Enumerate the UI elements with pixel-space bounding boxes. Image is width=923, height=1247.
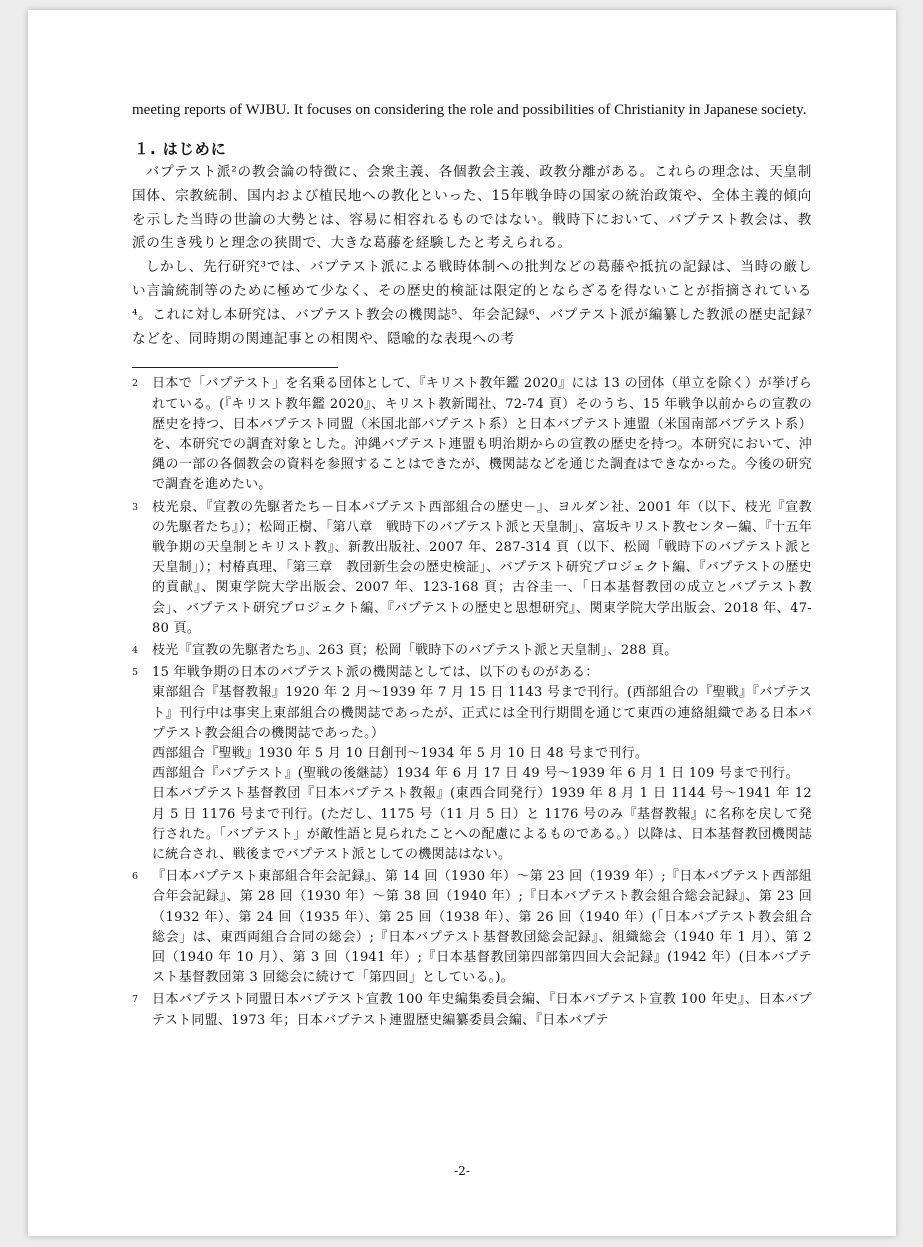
body-paragraph-1: バプテスト派²の教会論の特徴に、会衆主義、各個教会主義、政教分離がある。これらの理念は、天皇制国体、宗教統制、国内および植民地への教化といった、15年戦争時の国家の統治政策や、全体主義的傾向を示した当時の世論の大勢とは、容易に相容れるものではない。戦時下において、バプテスト教会は、教派の生き残りと理念の狭間で、大きな葛藤を経験したと考えられる。 — [132, 164, 812, 252]
footnote-mark: 5 — [132, 667, 139, 679]
footnote-4 — [132, 641, 812, 661]
footnote-text: 15 年戦争期の日本のバプテスト派の機関誌としては、以下のものがある： — [152, 665, 599, 681]
body-paragraph-2: しかし、先行研究³では、バプテスト派による戦時体制への批判などの葛藤や抵抗の記録は、当時の厳しい言論統制等のために極めて少なく、その歴史的検証は限定的とならざるを得ないことが指摘されている⁴。これに対し本研究は、バプテスト教会の機関誌⁵、年会記録⁶、バプテスト派が編纂した教派の歴史記録⁷などを、同時期の関連記事との相関や、隠喩的な表現への考 — [132, 259, 812, 347]
footnote-mark: 6 — [132, 871, 139, 883]
page-content — [132, 98, 812, 1033]
footnote-mark: 4 — [132, 645, 139, 657]
footnote-text: 『日本バプテスト東部組合年会記録』、第 14 回（1930 年）～第 23 回（1939 年）;『日本バプテスト西部組合年会記録』、第 28 回（1930 年）～第 38 回（1940 年）;『日本バプテスト教会組合総会記録』、第 23 回（1932 年）、第 24 回（1935 年）、第 25 回（1938 年）、第 26 回（1940 年）(「日本バプテスト教会組合総会」は、東西両組合合同の総会）;『日本バプテスト基督教団総会記録』、組織総会（1940 年 1 月）、第 2 回（1940 年 10 月）、第 3 回（1941 年）;『日本基督教団第四部第四回大会記録』(1942 年）(日本バプテスト基督教団第 3 回総会に続けて「第四回」としている。)。 — [152, 869, 812, 986]
footnote-text: 枝光泉、『宣教の先駆者たち－日本バプテスト西部組合の歴史－』、ヨルダン社、2001 年（以下、枝光『宣教の先駆者たち』）；松岡正樹、「第八章 戦時下のバプテスト派と天皇制」、富坂キリスト教センター編、『十五年戦争期の天皇制とキリスト教』、新教出版社、2007 年、287-314 頁（以下、松岡「戦時下のバプテスト派と天皇制」）；村椿真理、「第三章 教団新生会の歴史検証」、バプテスト研究プロジェクト編、『バプテストの歴史的貢献』、関東学院大学出版会、2007 年、123-168 頁；古谷圭一、「日本基督教団の成立とバプテスト教会」、バプテスト研究プロジェクト編、『バプテストの歴史と思想研究』、関東学院大学出版会、2018 年、47-80 頁。 — [152, 499, 812, 636]
footnote-text: 日本バプテスト同盟日本バプテスト宣教 100 年史編集委員会編、『日本バプテスト宣教 100 年史』、日本バプテスト同盟、1973 年；日本バプテスト連盟歴史編纂委員会編、『日本バプテ — [152, 992, 812, 1028]
footnote-6 — [132, 867, 812, 988]
footnote-5 — [132, 663, 812, 865]
section-number: １. — [134, 140, 157, 158]
footnote-7 — [132, 990, 812, 1030]
footnote-separator — [132, 367, 338, 368]
page-number: -2- — [454, 1164, 470, 1178]
footnote-mark: 3 — [132, 501, 139, 513]
footnote-text: 日本で「バプテスト」を名乗る団体として、『キリスト教年鑑 2020』には 13 の団体（単立を除く）が挙げられている。(『キリスト教年鑑 2020』、キリスト教新聞社、72-74 頁）そのうち、15 年戦争以前からの宣教の歴史を持つ、日本バプテスト同盟（米国北部バプテスト系）と日本バプテスト連盟（米国南部バプテスト系）を、本研究での調査対象とした。沖縄バプテスト連盟も明治期からの宣教の歴史を持つ。本研究において、沖縄の一部の各個教会の資料を参照することはできたが、機関誌などを通じた調査はできなかった。今後の研究で調査を進めたい。 — [152, 376, 812, 493]
footnote-text: 西部組合『バプテスト』(聖戦の後継誌）1934 年 6 月 17 日 49 号～1939 年 6 月 1 日 109 号まで刊行。 — [152, 766, 799, 782]
section-heading — [134, 138, 812, 159]
footnote-text: 枝光『宣教の先駆者たち』、263 頁；松岡「戦時下のバプテスト派と天皇制」、288 頁。 — [152, 643, 678, 659]
document-page — [28, 10, 896, 1236]
footnote-3 — [132, 498, 812, 639]
footnote-text: 東部組合『基督教報』1920 年 2 月～1939 年 7 月 15 日 1143 号まで刊行。(西部組合の『聖戦』『バプテスト』刊行中は事実上東部組合の機関誌であったが、正式には全刊行期間を通じて東西の連絡組織である日本バプテスト教会組合の機関誌であった。） — [152, 685, 812, 741]
footnote-text: 西部組合『聖戦』1930 年 5 月 10 日創刊～1934 年 5 月 10 日 48 号まで刊行。 — [152, 746, 649, 762]
section-title: はじめに — [162, 140, 227, 158]
footnote-mark: 7 — [132, 994, 139, 1006]
footnote-mark: 2 — [132, 378, 139, 390]
footnote-text: 日本バプテスト基督教団『日本バプテスト教報』(東西合同発行）1939 年 8 月 1 日 1144 号～1941 年 12 月 5 日 1176 号まで刊行。(ただし、1175 号（11 月 5 日）と 1176 号のみ『基督教報』に名称を戻して発行された。「バプテスト」が敵性語と見られたことへの配慮によるものである。）以降は、日本基督教団機関誌に統合され、戦後までバプテスト派としての機関誌はない。 — [152, 786, 812, 863]
abstract-tail: meeting reports of WJBU. It focuses on considering the role and possibilities of Christianity in Japanese society. — [132, 102, 807, 118]
footnote-2 — [132, 374, 812, 495]
